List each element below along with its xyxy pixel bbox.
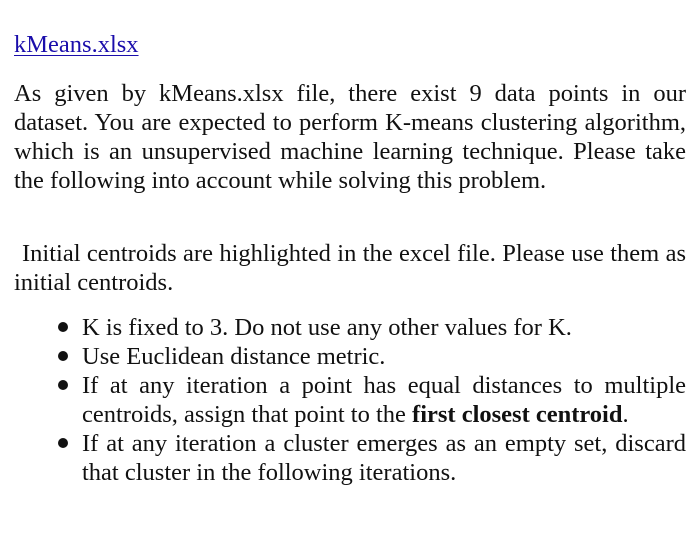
list-item-text-before: If at any iteration a point has equal distances to multiple centroids, assign that point to the (82, 372, 686, 428)
list-item (14, 342, 686, 371)
centroids-paragraph (14, 239, 686, 297)
list-item (14, 313, 686, 342)
list-item-text: Use Euclidean distance metric. (82, 343, 386, 370)
bullet-icon (58, 438, 68, 448)
list-item (14, 429, 686, 487)
file-link-kmeans-xlsx[interactable]: kMeans.xlsx (14, 31, 139, 58)
intro-paragraph: As given by kMeans.xlsx file, there exist 9 data points in our dataset. You are expected to perform K-means clustering algorithm, which is an unsupervised machine learning technique. Please take the following into account while solving this problem. (14, 80, 686, 194)
list-item-bold-text: first closest centroid (412, 401, 623, 428)
bullet-icon (58, 380, 68, 390)
list-item-text-after: . (622, 401, 629, 428)
centroids-paragraph-text: Initial centroids are highlighted in the excel file. Please use them as initial centroids. (14, 240, 686, 296)
bullet-icon (58, 351, 68, 361)
bullet-icon (58, 322, 68, 332)
list-item-text: K is fixed to 3. Do not use any other values for K. (82, 314, 572, 341)
list-item-text: If at any iteration a cluster emerges as an empty set, discard that cluster in the following iterations. (82, 430, 686, 486)
list-item (14, 371, 686, 429)
instructions-list (14, 313, 686, 487)
